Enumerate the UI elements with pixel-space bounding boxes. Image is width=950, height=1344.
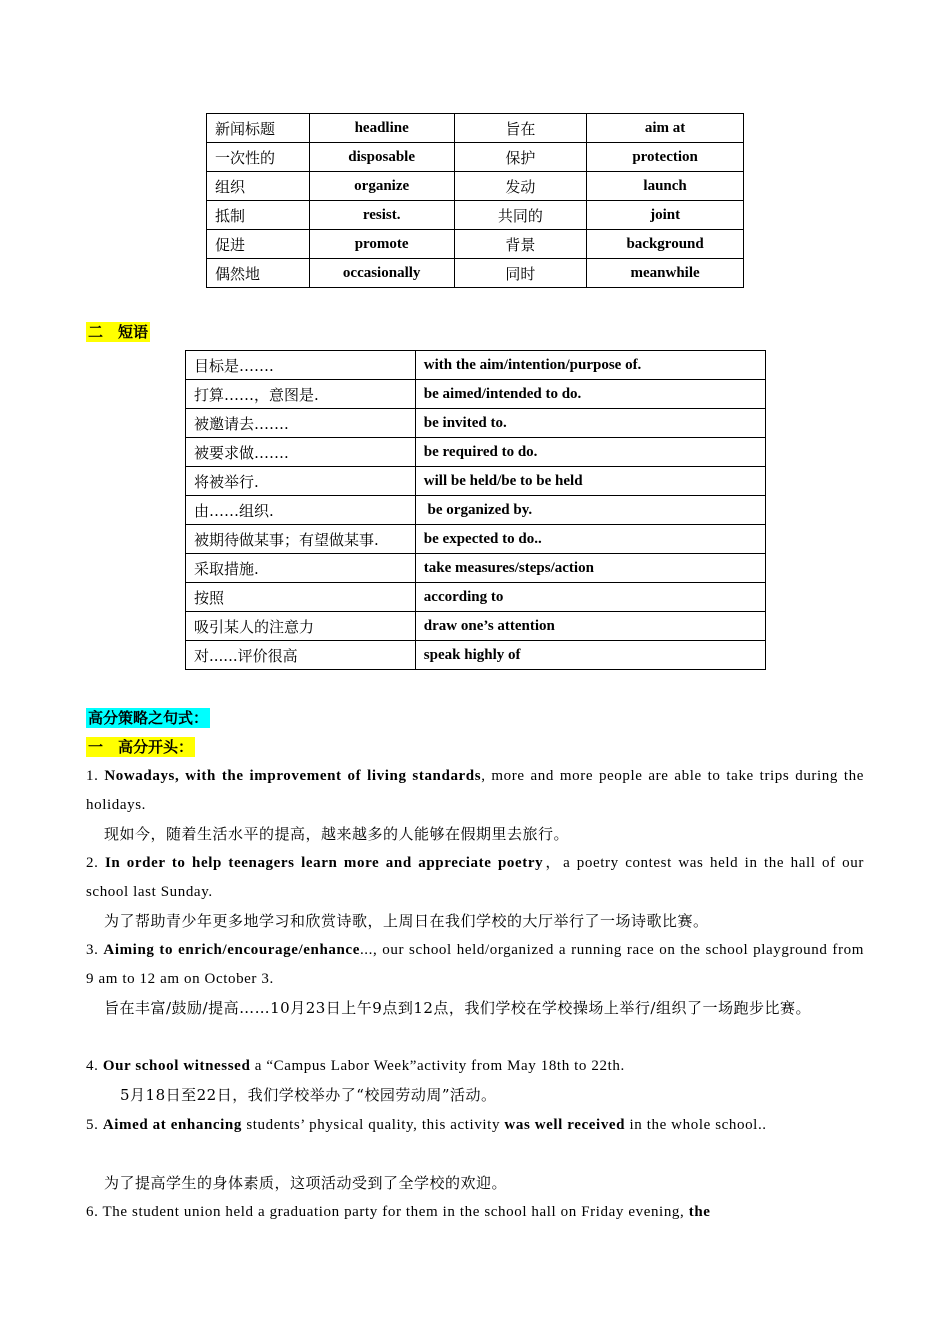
vocab-row [207, 230, 744, 259]
opening-heading: 一 高分开头： [88, 738, 194, 756]
vocab-row [207, 201, 744, 230]
vocab-cell-en1: headline [309, 114, 454, 143]
phrase-row [186, 612, 766, 641]
vocab-cell-zh1: 新闻标题 [207, 114, 310, 143]
vocab-cell-en2: aim at [587, 114, 744, 143]
phrase-cell-en: take measures/steps/action [415, 554, 765, 583]
phrase-row [186, 641, 766, 670]
phrase-cell-en: be expected to do.. [415, 525, 765, 554]
phrase-row [186, 409, 766, 438]
vocab-cell-zh1: 促进 [207, 230, 310, 259]
phrases-table [185, 350, 766, 670]
sentence-4: 4. Our school witnessed a “Campus Labor Week”activity from May 18th to 22th. [86, 1058, 625, 1074]
vocab-cell-en2: meanwhile [587, 259, 744, 288]
vocab-cell-zh2: 旨在 [454, 114, 587, 143]
phrase-cell-zh: 采取措施. [186, 554, 416, 583]
section-heading-phrases: 二 短语 [88, 323, 149, 341]
vocab-cell-zh2: 背景 [454, 230, 587, 259]
phrase-cell-en: according to [415, 583, 765, 612]
vocab-cell-en2: joint [587, 201, 744, 230]
phrase-cell-zh: 对......评价很高 [186, 641, 416, 670]
phrase-row [186, 583, 766, 612]
phrase-cell-zh: 按照 [186, 583, 416, 612]
phrase-cell-zh: 被期待做某事；有望做某事. [186, 525, 416, 554]
phrase-cell-en: will be held/be to be held [415, 467, 765, 496]
sentence-1-translation: 现如今，随着生活水平的提高，越来越多的人能够在假期里去旅行。 [104, 825, 570, 843]
vocab-cell-zh1: 一次性的 [207, 143, 310, 172]
phrase-cell-en: with the aim/intention/purpose of. [415, 351, 765, 380]
sentence-4-translation: 5月18日至22日，我们学校举办了“校园劳动周”活动。 [120, 1086, 497, 1104]
phrase-row [186, 467, 766, 496]
sentence-5-translation: 为了提高学生的身体素质，这项活动受到了全学校的欢迎。 [104, 1174, 508, 1192]
vocab-cell-en1: organize [309, 172, 454, 201]
vocab-cell-en2: protection [587, 143, 744, 172]
vocab-table [206, 113, 744, 288]
phrase-cell-en: speak highly of [415, 641, 765, 670]
phrase-cell-zh: 目标是……. [186, 351, 416, 380]
phrase-cell-en: be invited to. [415, 409, 765, 438]
vocab-row [207, 172, 744, 201]
vocab-row [207, 259, 744, 288]
vocab-cell-en1: occasionally [309, 259, 454, 288]
vocab-cell-zh2: 保护 [454, 143, 587, 172]
sentence-6: 6. The student union held a graduation party for them in the school hall on Friday evening, the [86, 1204, 711, 1220]
phrase-cell-en: be required to do. [415, 438, 765, 467]
phrase-row [186, 351, 766, 380]
phrase-cell-en: draw one’s attention [415, 612, 765, 641]
vocab-row [207, 143, 744, 172]
vocab-cell-zh2: 发动 [454, 172, 587, 201]
sentence-5: 5. Aimed at enhancing students’ physical quality, this activity was well received in the whole school.. [86, 1117, 767, 1133]
vocab-cell-en2: background [587, 230, 744, 259]
phrase-cell-zh: 吸引某人的注意力 [186, 612, 416, 641]
phrase-row [186, 554, 766, 583]
phrase-cell-zh: 被要求做……. [186, 438, 416, 467]
vocab-cell-en1: promote [309, 230, 454, 259]
vocab-cell-en2: launch [587, 172, 744, 201]
phrase-row [186, 380, 766, 409]
sentence-2-translation: 为了帮助青少年更多地学习和欣赏诗歌，上周日在我们学校的大厅举行了一场诗歌比赛。 [104, 912, 709, 930]
phrase-row [186, 438, 766, 467]
phrase-cell-zh: 打算……，意图是. [186, 380, 416, 409]
sentence-1: 1. Nowadays, with the improvement of living standards, more and more people are able to take trips during the holidays. [86, 768, 864, 813]
phrase-cell-en: be aimed/intended to do. [415, 380, 765, 409]
vocab-cell-zh2: 同时 [454, 259, 587, 288]
vocab-row [207, 114, 744, 143]
sentence-2: 2. In order to help teenagers learn more and appreciate poetry，a poetry contest was held in the hall of our school last Sunday. [86, 855, 864, 900]
sentence-3: 3. Aiming to enrich/encourage/enhance..., our school held/organized a running race on the school playground from 9 am to 12 am on October 3. [86, 942, 864, 987]
vocab-cell-en1: resist. [309, 201, 454, 230]
phrase-cell-zh: 被邀请去……. [186, 409, 416, 438]
strategy-heading: 高分策略之句式： [88, 709, 209, 727]
vocab-cell-zh2: 共同的 [454, 201, 587, 230]
vocab-cell-zh1: 偶然地 [207, 259, 310, 288]
phrase-cell-en: be organized by. [415, 496, 765, 525]
phrase-row [186, 496, 766, 525]
vocab-cell-zh1: 组织 [207, 172, 310, 201]
vocab-cell-zh1: 抵制 [207, 201, 310, 230]
sentence-3-translation: 旨在丰富/鼓励/提高……10月23日上午9点到12点，我们学校在学校操场上举行/组织了一场跑步比赛。 [104, 999, 811, 1017]
phrase-cell-zh: 将被举行. [186, 467, 416, 496]
vocab-cell-en1: disposable [309, 143, 454, 172]
phrase-cell-zh: 由……组织. [186, 496, 416, 525]
phrase-row [186, 525, 766, 554]
